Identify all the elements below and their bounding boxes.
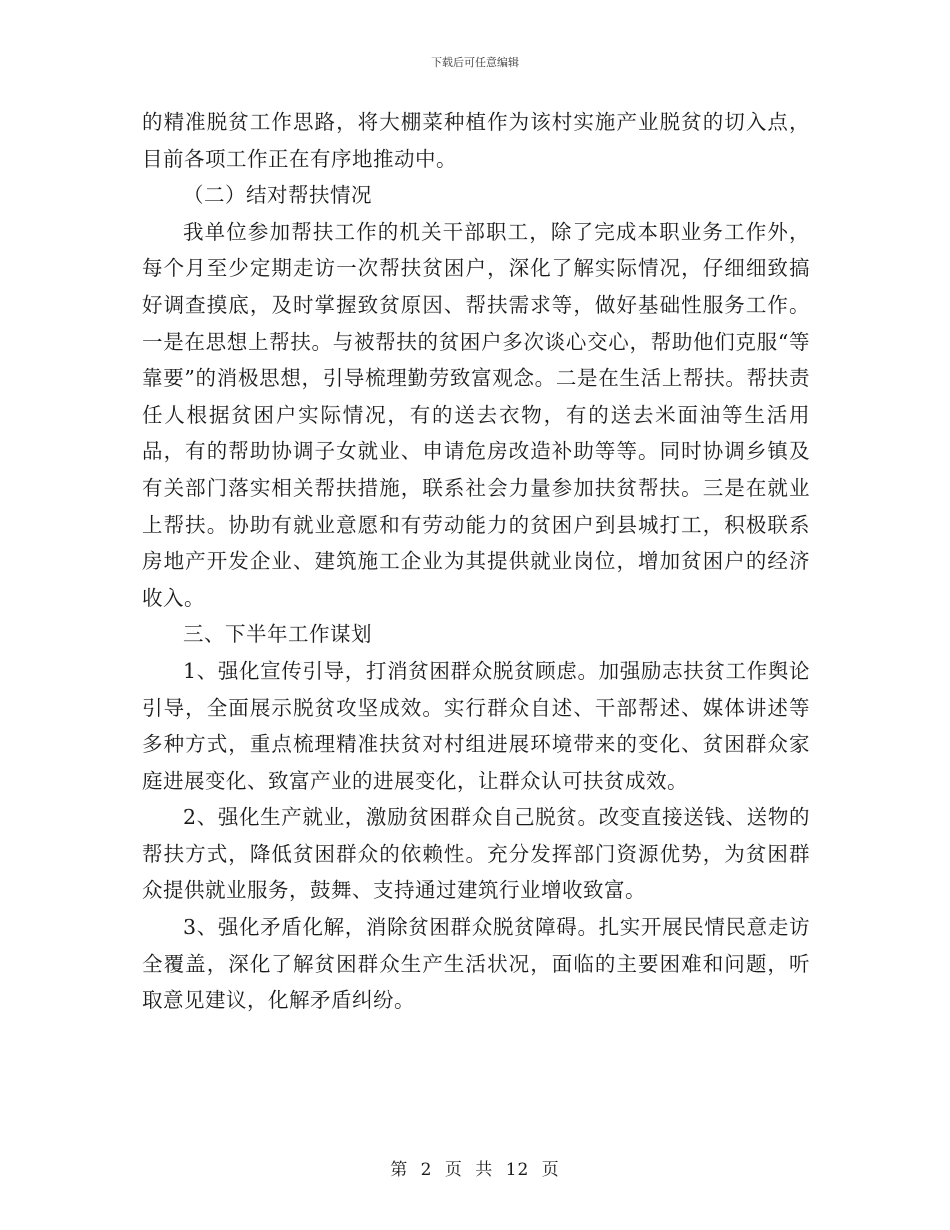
paragraph-plan-item-2: 2、强化生产就业，激励贫困群众自己脱贫。改变直接送钱、送物的帮扶方式，降低贫困群众的依赖性。充分发挥部门资源优势，为贫困群众提供就业服务，鼓舞、支持通过建筑行业增收致富。 (142, 805, 810, 903)
section-heading-pairing-assistance: （二）结对帮扶情况 (183, 183, 372, 208)
paragraph-plan-item-3: 3、强化矛盾化解，消除贫困群众脱贫障碍。扎实开展民情民意走访全覆盖，深化了解贫困群众生产生活状况，面临的主要困难和问题，听取意见建议，化解矛盾纠纷。 (142, 915, 810, 1013)
footer-total-pages: 12 (505, 1160, 530, 1180)
page-header-note: 下载后可任意编辑 (431, 56, 519, 69)
paragraph-continuation: 的精准脱贫工作思路，将大棚菜种植作为该村实施产业脱贫的切入点，目前各项工作正在有序地推动中。 (142, 110, 810, 171)
footer-page-word: 页 (444, 1160, 463, 1180)
document-body (142, 104, 810, 1019)
section-heading-second-half-plan: 三、下半年工作谋划 (183, 622, 372, 647)
page-number-footer (0, 1155, 950, 1180)
footer-total-word: 共 (475, 1160, 494, 1180)
paragraph-assistance-details: 我单位参加帮扶工作的机关干部职工，除了完成本职业务工作外，每个月至少定期走访一次帮扶贫困户，深化了解实际情况，仔细细致搞好调查摸底，及时掌握致贫原因、帮扶需求等，做好基础性服务工作。一是在思想上帮扶。与被帮扶的贫困户多次谈心交心，帮助他们克服“等靠要”的消极思想，引导梳理勤劳致富观念。二是在生活上帮扶。帮扶责任人根据贫困户实际情况，有的送去衣物，有的送去米面油等生活用品，有的帮助协调子女就业、申请危房改造补助等等。同时协调乡镇及有关部门落实相关帮扶措施，联系社会力量参加扶贫帮扶。三是在就业上帮扶。协助有就业意愿和有劳动能力的贫困户到县城打工，积极联系房地产开发企业、建筑施工企业为其提供就业岗位，增加贫困户的经济收入。 (142, 219, 810, 610)
footer-current-page: 2 (420, 1160, 433, 1180)
footer-prefix: 第 (390, 1160, 409, 1180)
paragraph-plan-item-1: 1、强化宣传引导，打消贫困群众脱贫顾虑。加强励志扶贫工作舆论引导，全面展示脱贫攻坚成效。实行群众自述、干部帮述、媒体讲述等多种方式，重点梳理精准扶贫对村组进展环境带来的变化、贫困群众家庭进展变化、致富产业的进展变化，让群众认可扶贫成效。 (142, 658, 810, 793)
footer-suffix: 页 (541, 1160, 560, 1180)
